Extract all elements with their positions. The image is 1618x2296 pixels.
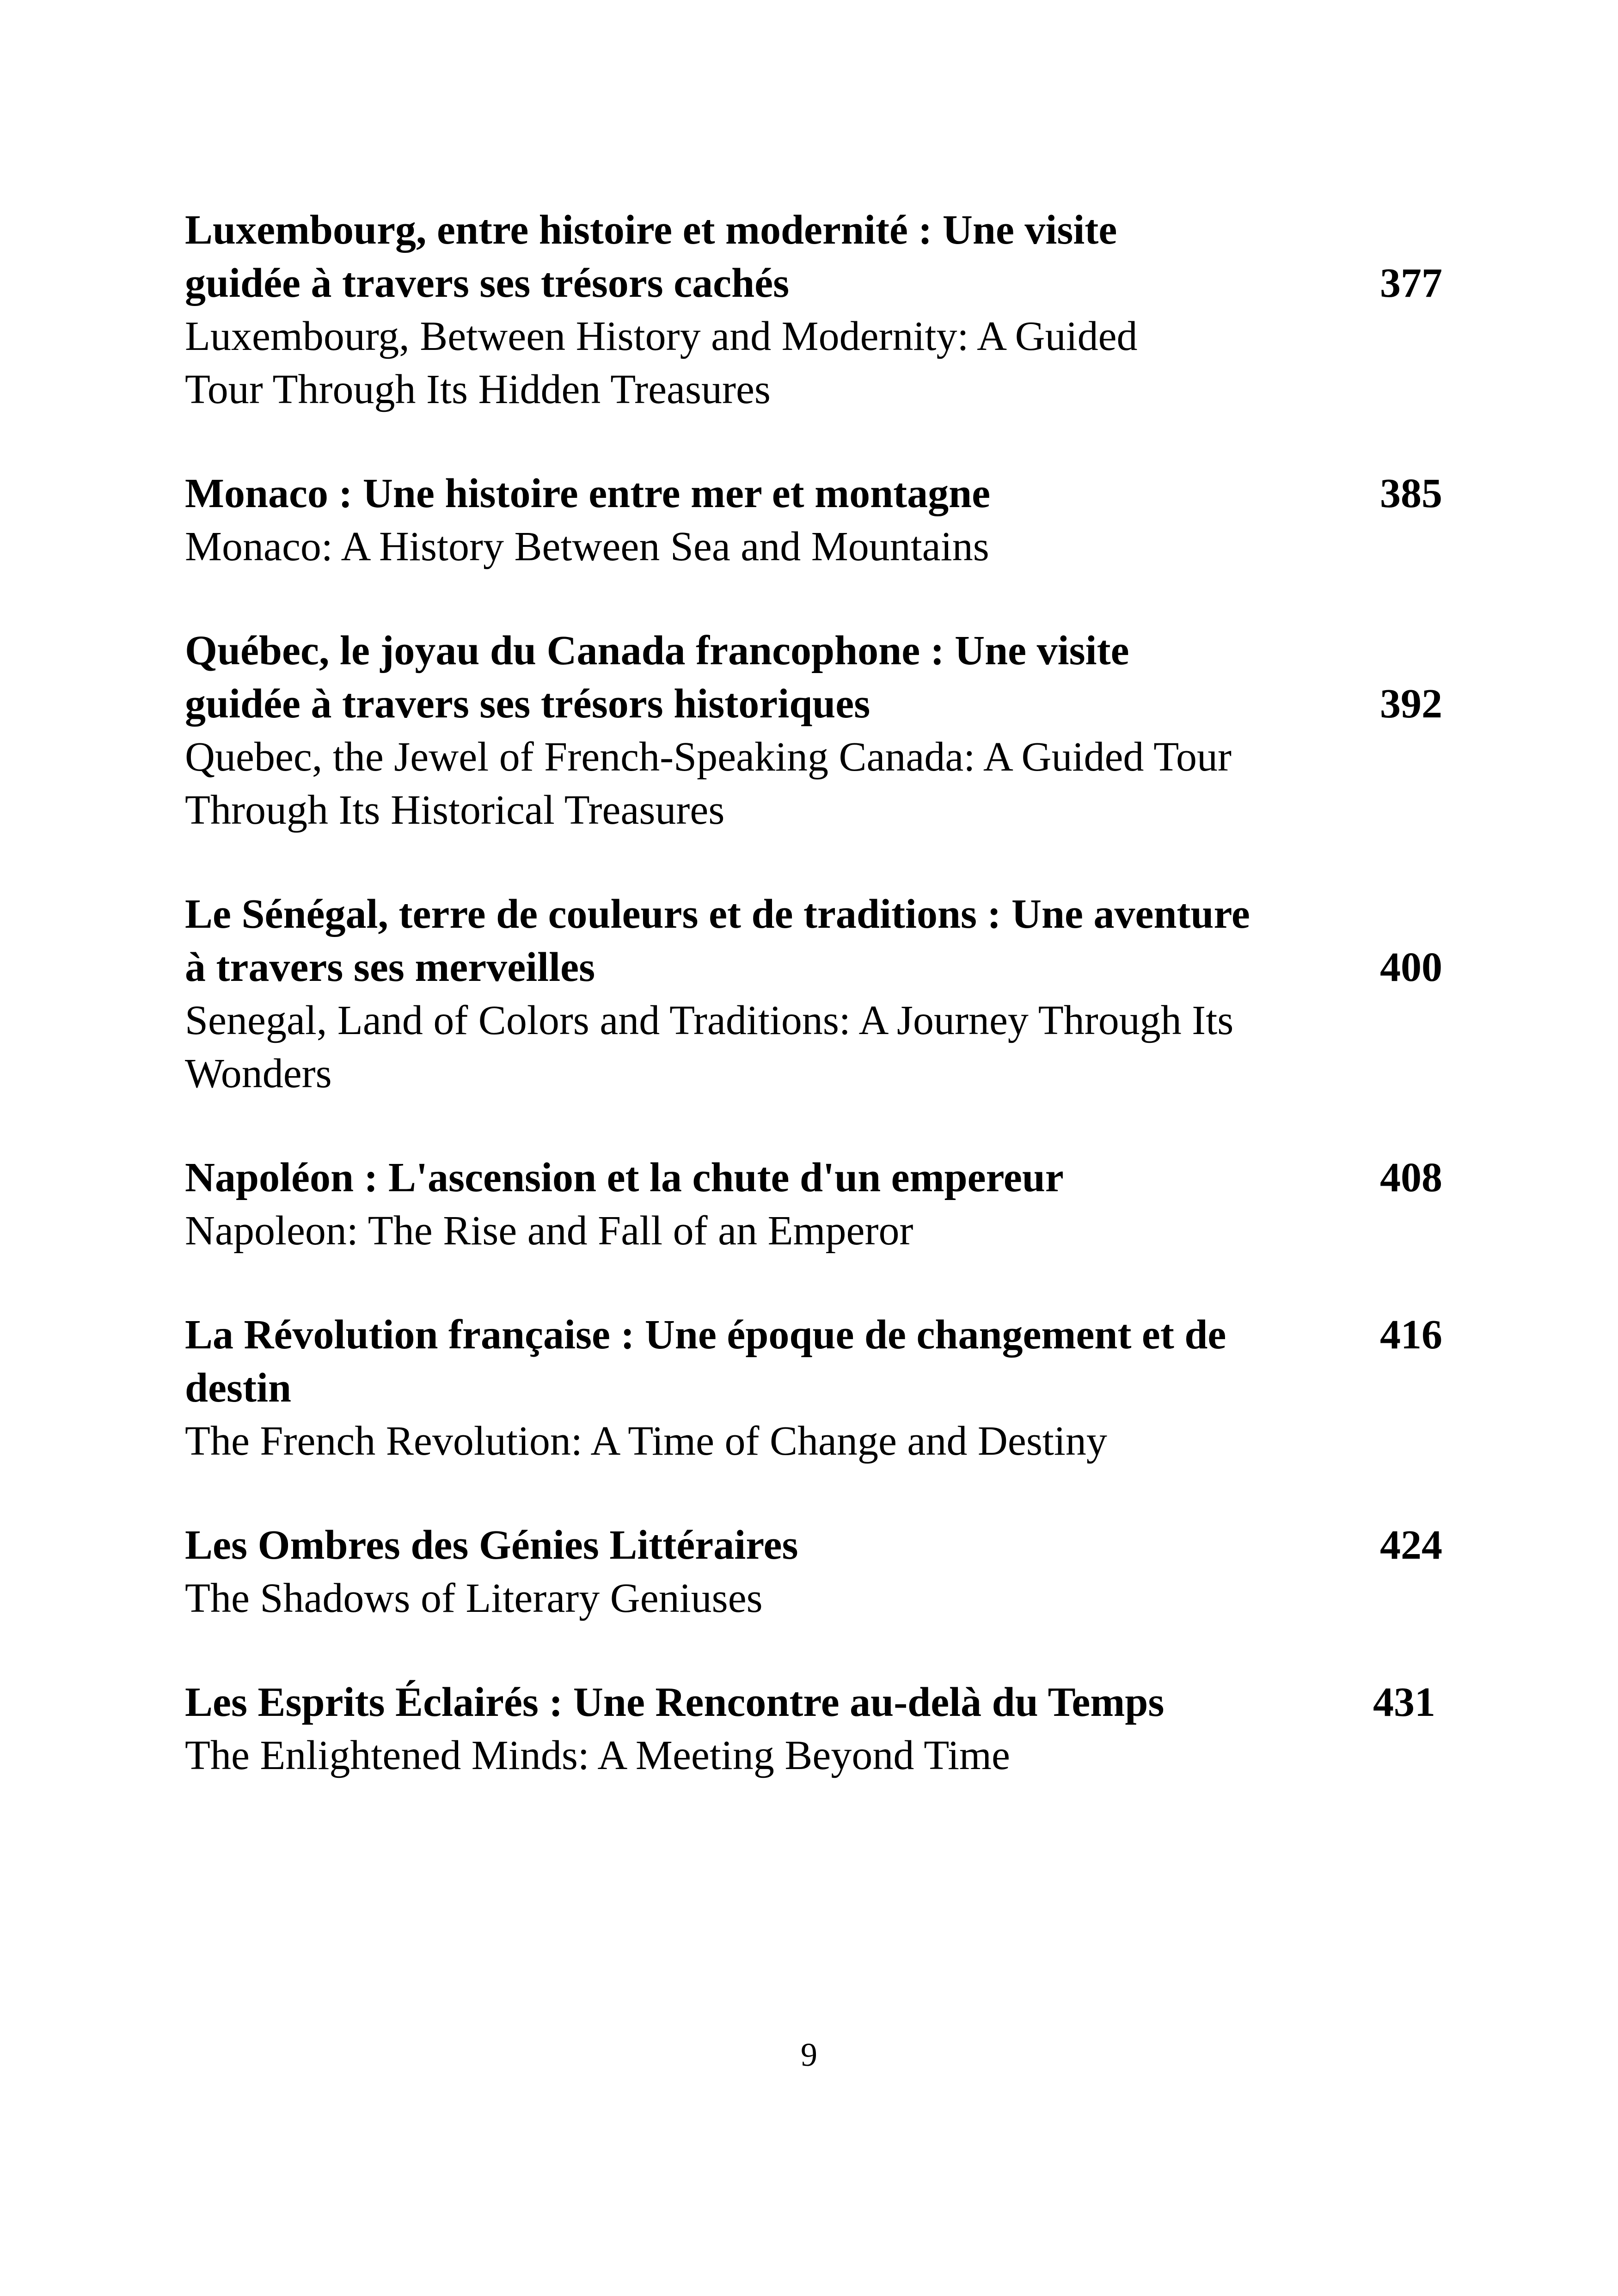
toc-entry-french-revolution[interactable] bbox=[185, 1308, 1442, 1468]
toc-entry-french-title: Les Ombres des Génies Littéraires bbox=[185, 1522, 798, 1568]
toc-entry-quebec[interactable] bbox=[185, 624, 1442, 837]
toc-entry-english-title: Monaco: A History Between Sea and Mountains bbox=[185, 524, 989, 569]
toc-entry-page-number: 408 bbox=[1380, 1155, 1442, 1200]
toc-entry-french-title: Napoléon : L'ascension et la chute d'un empereur bbox=[185, 1155, 1064, 1200]
toc-entry-page-number: 431 bbox=[1373, 1679, 1435, 1725]
toc-entry-english-title: The French Revolution: A Time of Change and Destiny bbox=[185, 1418, 1107, 1464]
toc-entry-page-number: 424 bbox=[1380, 1522, 1442, 1568]
toc-entry-french-title: Québec, le joyau du Canada francophone : Une visite guidée à travers ses trésors historiques bbox=[185, 628, 1129, 727]
toc-entry-french-title: Monaco : Une histoire entre mer et montagne bbox=[185, 471, 991, 516]
toc-entry-french-title: Le Sénégal, terre de couleurs et de traditions : Une aventure à travers ses merveilles bbox=[185, 891, 1250, 990]
toc-entry-senegal[interactable] bbox=[185, 888, 1442, 1100]
toc-entry-page-number: 385 bbox=[1380, 471, 1442, 516]
toc-entry-page-number: 377 bbox=[1380, 260, 1442, 306]
toc-entry-page-number: 416 bbox=[1380, 1312, 1442, 1358]
toc-entry-english-title: Quebec, the Jewel of French-Speaking Canada: A Guided Tour Through Its Historical Treasures bbox=[185, 734, 1232, 833]
toc-entry-french-title: Les Esprits Éclairés : Une Rencontre au-delà du Temps bbox=[185, 1679, 1164, 1725]
toc-entry-english-title: Senegal, Land of Colors and Traditions: A Journey Through Its Wonders bbox=[185, 998, 1234, 1096]
toc-entry-literary-geniuses[interactable] bbox=[185, 1518, 1442, 1625]
table-of-contents bbox=[185, 203, 1442, 1833]
toc-entry-monaco[interactable] bbox=[185, 467, 1442, 573]
toc-entry-enlightened-minds[interactable] bbox=[185, 1676, 1442, 1782]
toc-entry-english-title: The Enlightened Minds: A Meeting Beyond Time bbox=[185, 1733, 1010, 1778]
toc-entry-english-title: The Shadows of Literary Geniuses bbox=[185, 1575, 763, 1621]
toc-entry-english-title: Napoleon: The Rise and Fall of an Emperor bbox=[185, 1208, 913, 1254]
toc-entry-french-title: La Révolution française : Une époque de changement et de destin bbox=[185, 1312, 1226, 1411]
toc-entry-page-number: 392 bbox=[1380, 681, 1442, 727]
toc-entry-french-title: Luxembourg, entre histoire et modernité : Une visite guidée à travers ses trésors cachés bbox=[185, 207, 1117, 306]
toc-entry-english-title: Luxembourg, Between History and Modernity: A Guided Tour Through Its Hidden Treasures bbox=[185, 313, 1138, 412]
page-number-footer: 9 bbox=[801, 2036, 817, 2073]
toc-entry-page-number: 400 bbox=[1380, 944, 1442, 990]
toc-entry-napoleon[interactable] bbox=[185, 1151, 1442, 1257]
toc-entry-luxembourg[interactable] bbox=[185, 203, 1442, 416]
